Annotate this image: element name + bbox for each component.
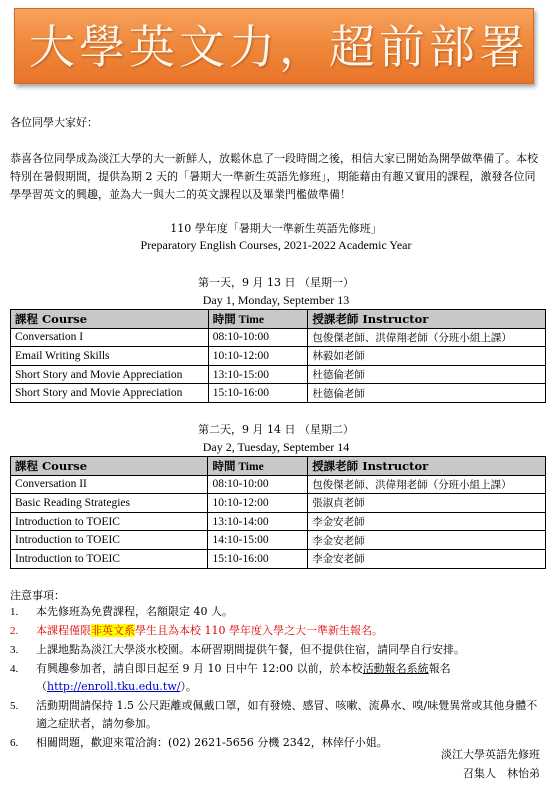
time-cell: 15:10-16:00 bbox=[208, 384, 308, 403]
course-cell: Basic Reading Strategies bbox=[11, 494, 208, 513]
item-number: 3. bbox=[10, 644, 19, 656]
instructor-cell: 杜德倫老師 bbox=[308, 365, 546, 384]
time-cell: 15:10-16:00 bbox=[208, 549, 308, 568]
course-cell: Email Writing Skills bbox=[11, 347, 209, 366]
course-cell: Conversation I bbox=[11, 328, 209, 347]
header-banner bbox=[14, 8, 534, 84]
highlighted-text: 非英文系 bbox=[91, 624, 135, 637]
time-cell: 08:10-10:00 bbox=[208, 475, 308, 494]
table-row bbox=[11, 384, 546, 403]
course-cell: Short Story and Movie Appreciation bbox=[11, 365, 209, 384]
day1-label-zh: 第一天，9 月 13 日 （星期一） bbox=[198, 276, 354, 289]
list-item bbox=[10, 622, 546, 640]
table-row bbox=[11, 531, 546, 550]
note-text: ）。 bbox=[180, 680, 197, 693]
header-time: 時間 Time bbox=[208, 310, 308, 329]
time-cell: 13:10-14:00 bbox=[208, 512, 308, 531]
notes-heading: 注意事項： bbox=[10, 589, 65, 602]
program-title-zh: 110 學年度「暑期大一準新生英語先修班」 bbox=[170, 222, 382, 235]
note-text: 學生且為本校 110 學年度入學之大一準新生報名。 bbox=[135, 624, 383, 637]
list-item bbox=[10, 660, 546, 696]
course-cell: Short Story and Movie Appreciation bbox=[11, 384, 209, 403]
day1-schedule-table bbox=[10, 309, 546, 403]
header-time: 時間 Time bbox=[208, 457, 308, 476]
signature-org: 淡江大學英語先修班 bbox=[441, 748, 540, 761]
note-text: 本課程僅限 bbox=[36, 624, 91, 637]
table-row bbox=[11, 494, 546, 513]
signature-convener: 召集人 林怡弟 bbox=[463, 767, 540, 780]
item-number: 6. bbox=[10, 737, 19, 749]
program-title-en: Preparatory English Courses, 2021-2022 Academic Year bbox=[140, 238, 412, 252]
note-text: （ bbox=[36, 680, 47, 693]
note-text: 上課地點為淡江大學淡水校園。本研習期間提供午餐，但不提供住宿，請同學自行安排。 bbox=[36, 643, 465, 656]
list-item bbox=[10, 641, 546, 659]
banner-title: 大學英文力，超前部署 bbox=[29, 20, 529, 74]
item-number: 4. bbox=[10, 663, 19, 675]
list-item bbox=[10, 603, 546, 621]
course-cell: Introduction to TOEIC bbox=[11, 531, 208, 550]
table-row bbox=[11, 328, 546, 347]
note-text: 報名 bbox=[428, 662, 451, 675]
course-cell: Introduction to TOEIC bbox=[11, 512, 208, 531]
note-text: 相關問題，歡迎來電洽詢：(02) 2621-5656 分機 2342，林倖仔小姐。 bbox=[36, 736, 388, 749]
time-cell: 10:10-12:00 bbox=[208, 347, 308, 366]
table-row bbox=[11, 365, 546, 384]
time-cell: 14:10-15:00 bbox=[208, 531, 308, 550]
table-row bbox=[11, 512, 546, 531]
table-header-row bbox=[11, 310, 546, 329]
note-text: 有興趣參加者，請自即日起至 9 月 10 日中午 12:00 以前，於本校 bbox=[36, 662, 363, 675]
table-row bbox=[11, 475, 546, 494]
header-instructor: 授課老師 Instructor bbox=[308, 457, 546, 476]
instructor-cell: 包俊傑老師、洪偉翔老師（分班小組上課） bbox=[308, 328, 546, 347]
day1-label-en: Day 1, Monday, September 13 bbox=[202, 293, 350, 307]
intro-paragraph: 恭喜各位同學成為淡江大學的大一新鮮人，放鬆休息了一段時間之後，相信大家已開始為開學做準備了。本校特別在暑假期間，提供為期 2 天的「暑期大一準新生英語先修班」，期能藉由有趣又實用的課程，激發各位同學學習英文的興趣，並為大一與大二的英文課程以及畢業門檻做準備！ bbox=[10, 152, 538, 201]
notes-list bbox=[10, 603, 546, 753]
course-cell: Conversation II bbox=[11, 475, 208, 494]
time-cell: 08:10-10:00 bbox=[208, 328, 308, 347]
day2-label-en: Day 2, Tuesday, September 14 bbox=[202, 440, 350, 454]
instructor-cell: 林毅如老師 bbox=[308, 347, 546, 366]
day2-schedule-table bbox=[10, 456, 546, 569]
enrollment-system-link[interactable]: 活動報名系統 bbox=[362, 662, 429, 675]
header-instructor: 授課老師 Instructor bbox=[308, 310, 546, 329]
header-course: 課程 Course bbox=[11, 457, 208, 476]
enroll-url-link[interactable]: http://enroll.tku.edu.tw/ bbox=[47, 680, 181, 693]
item-number: 2. bbox=[10, 625, 19, 637]
course-cell: Introduction to TOEIC bbox=[11, 549, 208, 568]
time-cell: 13:10-15:00 bbox=[208, 365, 308, 384]
item-number: 5. bbox=[10, 700, 19, 712]
instructor-cell: 張淑貞老師 bbox=[308, 494, 546, 513]
instructor-cell: 李金安老師 bbox=[308, 531, 546, 550]
instructor-cell: 李金安老師 bbox=[308, 512, 546, 531]
item-number: 1. bbox=[10, 606, 19, 618]
note-text: 本先修班為免費課程，名額限定 40 人。 bbox=[36, 605, 233, 618]
instructor-cell: 杜德倫老師 bbox=[308, 384, 546, 403]
list-item bbox=[10, 697, 546, 733]
time-cell: 10:10-12:00 bbox=[208, 494, 308, 513]
greeting: 各位同學大家好： bbox=[10, 116, 98, 129]
table-row bbox=[11, 347, 546, 366]
day2-label-zh: 第二天，9 月 14 日 （星期二） bbox=[198, 423, 354, 436]
table-header-row bbox=[11, 457, 546, 476]
note-text: 活動期間請保持 1.5 公尺距離或佩戴口罩，如有發燒、感冒、咳嗽、流鼻水、嗅/味覺異常或其他身體不適之症狀者，請勿參加。 bbox=[36, 699, 538, 730]
instructor-cell: 李金安老師 bbox=[308, 549, 546, 568]
header-course: 課程 Course bbox=[11, 310, 209, 329]
instructor-cell: 包俊傑老師、洪偉翔老師（分班小組上課） bbox=[308, 475, 546, 494]
table-row bbox=[11, 549, 546, 568]
